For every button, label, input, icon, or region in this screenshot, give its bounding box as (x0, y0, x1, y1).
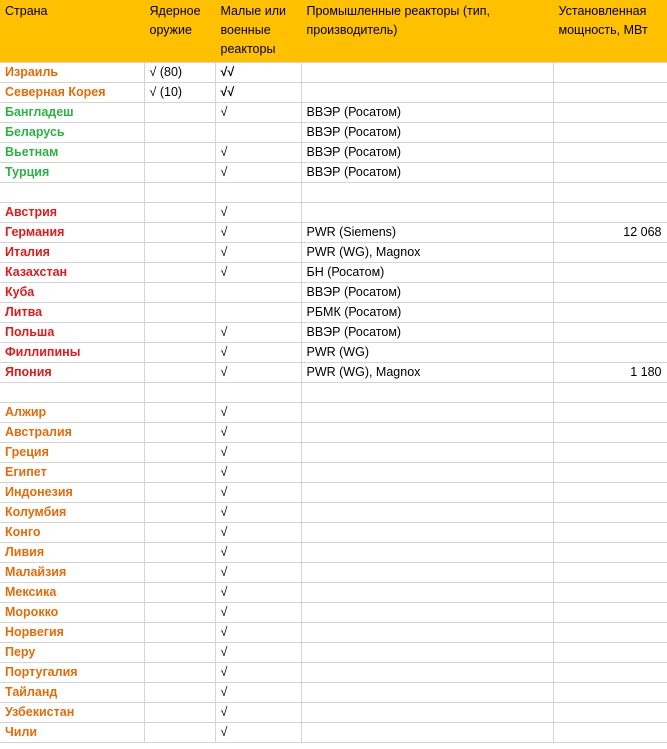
table-row (0, 463, 667, 483)
cell-small-reactors[interactable]: √ (215, 463, 301, 483)
cell-industrial-reactors[interactable] (301, 483, 553, 503)
table-row (0, 423, 667, 443)
cell-country[interactable]: Турция (0, 163, 144, 183)
cell-weapons[interactable] (144, 443, 215, 463)
cell-industrial-reactors[interactable] (301, 403, 553, 423)
table-row (0, 143, 667, 163)
cell-small-reactors[interactable]: √ (215, 583, 301, 603)
cell-weapons[interactable] (144, 263, 215, 283)
cell-country[interactable]: Ливия (0, 543, 144, 563)
cell-industrial-reactors[interactable] (301, 443, 553, 463)
cell-weapons[interactable] (144, 383, 215, 403)
header-small-reactors[interactable]: Малые или военные реакторы (215, 0, 301, 63)
cell-capacity[interactable]: 1 180 (553, 363, 667, 383)
cell-capacity[interactable] (553, 683, 667, 703)
cell-capacity[interactable] (553, 563, 667, 583)
table-row (0, 363, 667, 383)
table-row (0, 683, 667, 703)
table-row (0, 443, 667, 463)
cell-capacity[interactable]: 12 068 (553, 223, 667, 243)
table-row (0, 223, 667, 243)
cell-weapons[interactable] (144, 543, 215, 563)
cell-country[interactable]: Колумбия (0, 503, 144, 523)
header-weapons[interactable]: Ядерное оружие (144, 0, 215, 63)
cell-industrial-reactors[interactable] (301, 543, 553, 563)
cell-industrial-reactors[interactable]: ВВЭР (Росатом) (301, 103, 553, 123)
cell-weapons[interactable] (144, 663, 215, 683)
cell-industrial-reactors[interactable]: ВВЭР (Росатом) (301, 283, 553, 303)
cell-country[interactable]: Германия (0, 223, 144, 243)
cell-country[interactable]: Израиль (0, 63, 144, 83)
table-row (0, 623, 667, 643)
table-row (0, 303, 667, 323)
cell-capacity[interactable] (553, 103, 667, 123)
cell-small-reactors[interactable]: √ (215, 163, 301, 183)
cell-weapons[interactable] (144, 183, 215, 203)
cell-capacity[interactable] (553, 603, 667, 623)
cell-industrial-reactors[interactable] (301, 83, 553, 103)
cell-country[interactable]: Польша (0, 323, 144, 343)
table-row (0, 243, 667, 263)
cell-small-reactors[interactable]: √ (215, 703, 301, 723)
cell-country[interactable]: Узбекистан (0, 703, 144, 723)
cell-capacity[interactable] (553, 83, 667, 103)
cell-industrial-reactors[interactable] (301, 663, 553, 683)
cell-weapons[interactable] (144, 163, 215, 183)
table-row (0, 83, 667, 103)
table-row (0, 283, 667, 303)
table-row (0, 643, 667, 663)
cell-small-reactors[interactable]: √ (215, 143, 301, 163)
cell-small-reactors[interactable]: √ (215, 403, 301, 423)
cell-capacity[interactable] (553, 63, 667, 83)
cell-weapons[interactable] (144, 363, 215, 383)
header-industrial-reactors[interactable]: Промышленные реакторы (тип, производитель) (301, 0, 553, 63)
cell-weapons[interactable] (144, 683, 215, 703)
cell-industrial-reactors[interactable] (301, 423, 553, 443)
cell-weapons[interactable] (144, 103, 215, 123)
cell-industrial-reactors[interactable] (301, 63, 553, 83)
header-row (0, 0, 667, 63)
cell-capacity[interactable] (553, 503, 667, 523)
cell-small-reactors[interactable]: √ (215, 563, 301, 583)
cell-country[interactable]: Морокко (0, 603, 144, 623)
table-row (0, 663, 667, 683)
cell-small-reactors[interactable] (215, 183, 301, 203)
cell-industrial-reactors[interactable] (301, 683, 553, 703)
cell-industrial-reactors[interactable] (301, 603, 553, 623)
header-country[interactable]: Страна (0, 0, 144, 63)
cell-small-reactors[interactable]: √√ (215, 83, 301, 103)
cell-capacity[interactable] (553, 523, 667, 543)
table-row (0, 163, 667, 183)
cell-weapons[interactable] (144, 563, 215, 583)
cell-industrial-reactors[interactable] (301, 563, 553, 583)
cell-industrial-reactors[interactable] (301, 203, 553, 223)
cell-country[interactable]: Норвегия (0, 623, 144, 643)
cell-capacity[interactable] (553, 163, 667, 183)
cell-capacity[interactable] (553, 643, 667, 663)
cell-small-reactors[interactable]: √ (215, 643, 301, 663)
cell-weapons[interactable] (144, 523, 215, 543)
cell-weapons[interactable] (144, 723, 215, 743)
table-row (0, 723, 667, 743)
cell-capacity[interactable] (553, 203, 667, 223)
cell-industrial-reactors[interactable] (301, 723, 553, 743)
table-row (0, 123, 667, 143)
cell-industrial-reactors[interactable] (301, 583, 553, 603)
cell-small-reactors[interactable]: √ (215, 323, 301, 343)
cell-capacity[interactable] (553, 723, 667, 743)
cell-capacity[interactable] (553, 243, 667, 263)
cell-small-reactors[interactable]: √ (215, 503, 301, 523)
table-row (0, 203, 667, 223)
cell-weapons[interactable] (144, 203, 215, 223)
table-row (0, 383, 667, 403)
cell-industrial-reactors[interactable]: ВВЭР (Росатом) (301, 163, 553, 183)
cell-weapons[interactable]: √ (80) (144, 63, 215, 83)
cell-industrial-reactors[interactable] (301, 503, 553, 523)
cell-small-reactors[interactable]: √ (215, 243, 301, 263)
cell-country[interactable]: Япония (0, 363, 144, 383)
cell-weapons[interactable] (144, 503, 215, 523)
cell-industrial-reactors[interactable]: ВВЭР (Росатом) (301, 323, 553, 343)
table-row (0, 103, 667, 123)
cell-capacity[interactable] (553, 443, 667, 463)
cell-small-reactors[interactable]: √ (215, 203, 301, 223)
table-row (0, 523, 667, 543)
cell-country[interactable]: Мексика (0, 583, 144, 603)
cell-industrial-reactors[interactable]: PWR (WG), Magnox (301, 363, 553, 383)
cell-country[interactable]: Португалия (0, 663, 144, 683)
table-row (0, 503, 667, 523)
cell-industrial-reactors[interactable] (301, 463, 553, 483)
cell-capacity[interactable] (553, 583, 667, 603)
cell-industrial-reactors[interactable]: БН (Росатом) (301, 263, 553, 283)
cell-capacity[interactable] (553, 423, 667, 443)
cell-capacity[interactable] (553, 143, 667, 163)
cell-small-reactors[interactable]: √ (215, 363, 301, 383)
cell-capacity[interactable] (553, 303, 667, 323)
cell-capacity[interactable] (553, 403, 667, 423)
table-row (0, 183, 667, 203)
cell-country[interactable]: Вьетнам (0, 143, 144, 163)
cell-capacity[interactable] (553, 343, 667, 363)
cell-country[interactable]: Северная Корея (0, 83, 144, 103)
cell-weapons[interactable] (144, 483, 215, 503)
cell-country[interactable]: Египет (0, 463, 144, 483)
cell-capacity[interactable] (553, 483, 667, 503)
cell-small-reactors[interactable]: √ (215, 423, 301, 443)
cell-country[interactable]: Бангладеш (0, 103, 144, 123)
cell-industrial-reactors[interactable]: PWR (Siemens) (301, 223, 553, 243)
cell-small-reactors[interactable]: √ (215, 683, 301, 703)
cell-country[interactable]: Литва (0, 303, 144, 323)
cell-country[interactable] (0, 383, 144, 403)
header-capacity[interactable]: Установленная мощность, МВт (553, 0, 667, 63)
table-row (0, 543, 667, 563)
cell-weapons[interactable] (144, 403, 215, 423)
table-row (0, 603, 667, 623)
table-row (0, 583, 667, 603)
table-row (0, 563, 667, 583)
cell-country[interactable]: Австрия (0, 203, 144, 223)
cell-industrial-reactors[interactable]: PWR (WG) (301, 343, 553, 363)
cell-weapons[interactable] (144, 463, 215, 483)
cell-weapons[interactable] (144, 703, 215, 723)
cell-weapons[interactable] (144, 643, 215, 663)
cell-small-reactors[interactable]: √ (215, 103, 301, 123)
cell-small-reactors[interactable] (215, 283, 301, 303)
cell-weapons[interactable] (144, 243, 215, 263)
table-row (0, 343, 667, 363)
cell-small-reactors[interactable]: √ (215, 343, 301, 363)
cell-industrial-reactors[interactable]: ВВЭР (Росатом) (301, 143, 553, 163)
table-row (0, 263, 667, 283)
cell-weapons[interactable] (144, 423, 215, 443)
cell-capacity[interactable] (553, 703, 667, 723)
cell-capacity[interactable] (553, 263, 667, 283)
cell-small-reactors[interactable] (215, 383, 301, 403)
cell-weapons[interactable] (144, 303, 215, 323)
cell-country[interactable]: Филлипины (0, 343, 144, 363)
cell-country[interactable]: Куба (0, 283, 144, 303)
cell-small-reactors[interactable]: √ (215, 443, 301, 463)
cell-country[interactable]: Малайзия (0, 563, 144, 583)
cell-capacity[interactable] (553, 123, 667, 143)
cell-country[interactable]: Австралия (0, 423, 144, 443)
cell-country[interactable]: Беларусь (0, 123, 144, 143)
cell-weapons[interactable] (144, 123, 215, 143)
cell-capacity[interactable] (553, 383, 667, 403)
cell-small-reactors[interactable]: √ (215, 263, 301, 283)
cell-weapons[interactable] (144, 623, 215, 643)
table-row (0, 483, 667, 503)
cell-capacity[interactable] (553, 323, 667, 343)
cell-country[interactable]: Перу (0, 643, 144, 663)
cell-weapons[interactable] (144, 603, 215, 623)
cell-country[interactable] (0, 183, 144, 203)
table-row (0, 63, 667, 83)
cell-industrial-reactors[interactable] (301, 643, 553, 663)
cell-country[interactable]: Греция (0, 443, 144, 463)
table-row (0, 703, 667, 723)
cell-small-reactors[interactable]: √ (215, 223, 301, 243)
cell-industrial-reactors[interactable]: РБМК (Росатом) (301, 303, 553, 323)
cell-capacity[interactable] (553, 663, 667, 683)
cell-small-reactors[interactable]: √ (215, 723, 301, 743)
cell-industrial-reactors[interactable] (301, 523, 553, 543)
cell-small-reactors[interactable]: √√ (215, 63, 301, 83)
cell-country[interactable]: Чили (0, 723, 144, 743)
cell-industrial-reactors[interactable] (301, 383, 553, 403)
cell-industrial-reactors[interactable]: ВВЭР (Росатом) (301, 123, 553, 143)
cell-small-reactors[interactable]: √ (215, 663, 301, 683)
cell-capacity[interactable] (553, 543, 667, 563)
table-row (0, 323, 667, 343)
cell-industrial-reactors[interactable]: PWR (WG), Magnox (301, 243, 553, 263)
cell-capacity[interactable] (553, 463, 667, 483)
table-row (0, 403, 667, 423)
cell-weapons[interactable] (144, 323, 215, 343)
cell-country[interactable]: Казахстан (0, 263, 144, 283)
cell-industrial-reactors[interactable] (301, 703, 553, 723)
cell-capacity[interactable] (553, 183, 667, 203)
cell-country[interactable]: Италия (0, 243, 144, 263)
cell-small-reactors[interactable]: √ (215, 523, 301, 543)
cell-weapons[interactable]: √ (10) (144, 83, 215, 103)
cell-small-reactors[interactable] (215, 123, 301, 143)
cell-weapons[interactable] (144, 283, 215, 303)
cell-industrial-reactors[interactable] (301, 623, 553, 643)
cell-industrial-reactors[interactable] (301, 183, 553, 203)
table-body (0, 63, 667, 743)
cell-small-reactors[interactable]: √ (215, 543, 301, 563)
cell-weapons[interactable] (144, 343, 215, 363)
cell-capacity[interactable] (553, 623, 667, 643)
cell-weapons[interactable] (144, 583, 215, 603)
cell-small-reactors[interactable]: √ (215, 483, 301, 503)
cell-country[interactable]: Тайланд (0, 683, 144, 703)
cell-country[interactable]: Конго (0, 523, 144, 543)
cell-weapons[interactable] (144, 143, 215, 163)
cell-small-reactors[interactable]: √ (215, 603, 301, 623)
cell-weapons[interactable] (144, 223, 215, 243)
cell-country[interactable]: Алжир (0, 403, 144, 423)
cell-small-reactors[interactable] (215, 303, 301, 323)
cell-small-reactors[interactable]: √ (215, 623, 301, 643)
cell-capacity[interactable] (553, 283, 667, 303)
cell-country[interactable]: Индонезия (0, 483, 144, 503)
